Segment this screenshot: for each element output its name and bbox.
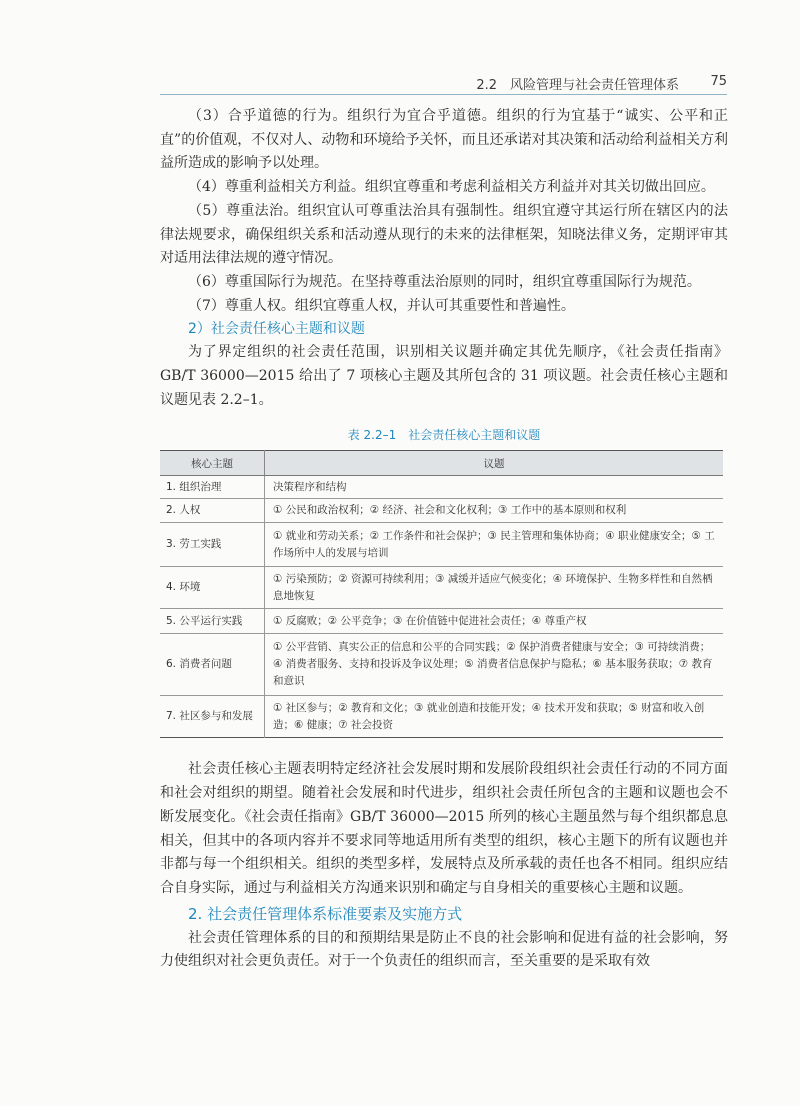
page-number: 75: [710, 74, 727, 89]
core-subject-cell: 1. 组织治理: [160, 476, 265, 499]
header-core-subject: 核心主题: [160, 451, 265, 476]
table-row: [160, 567, 723, 609]
table-row: [160, 523, 723, 567]
table-row: [160, 696, 723, 738]
table-header-row: [160, 451, 723, 476]
principle-7: （7）尊重人权。组织宜尊重人权，并认可其重要性和普遍性。: [188, 297, 575, 314]
issues-cell: ① 社区参与；② 教育和文化；③ 就业创造和技能开发；④ 技术开发和获取；⑤ 财富和收入创造；⑥ 健康；⑦ 社会投资: [273, 701, 705, 731]
issues-cell: ① 反腐败；② 公平竞争；③ 在价值链中促进社会责任；④ 尊重产权: [265, 609, 724, 634]
issues-cell: 决策程序和结构: [265, 476, 724, 499]
core-subjects-table: [160, 450, 723, 738]
header-title: 2.2 风险管理与社会责任管理体系: [476, 78, 679, 93]
intro-paragraph: 为了界定组织的社会责任范围，识别相关议题并确定其优先顺序，《社会责任指南》GB/T 36000—2015 给出了 7 项核心主题及其所包含的 31 项议题。社会责任核心主题和议题见表 2.2–1。: [160, 344, 728, 408]
table-caption: 表 2.2–1 社会责任核心主题和议题: [347, 428, 541, 443]
subheading: 2）社会责任核心主题和议题: [188, 321, 365, 338]
principle-6: （6）尊重国际行为规范。在坚持尊重法治原则的同时，组织宜尊重国际行为规范。: [188, 273, 701, 290]
core-subject-cell: 5. 公平运行实践: [160, 609, 265, 634]
page-body: [160, 105, 728, 974]
core-subject-cell: 3. 劳工实践: [160, 523, 265, 567]
core-subject-cell: 6. 消费者问题: [160, 634, 265, 696]
table-row: [160, 476, 723, 499]
principle-5: （5）尊重法治。组织宜认可尊重法治具有强制性。组织宜遵守其运行所在辖区内的法律法规要求，确保组织关系和活动遵从现行的未来的法律框架，知晓法律义务，定期评审其对适用法律法规的遵守情况。: [160, 202, 728, 267]
issues-cell: ① 公民和政治权利；② 经济、社会和文化权利；③ 工作中的基本原则和权利: [265, 499, 724, 523]
core-subject-cell: 2. 人权: [160, 499, 265, 523]
after-table-paragraph: 社会责任核心主题表明特定经济社会发展时期和发展阶段组织社会责任行动的不同方面和社会对组织的期望。随着社会发展和时代进步，组织社会责任所包含的主题和议题也会不断发展变化。《社会责任指南》GB/T 36000—2015 所列的核心主题虽然与每个组织都息息相关，但其中的各项内容并不要求同等地适用所有类型的组织，核心主题下的所有议题也并非都与每一个组织相关。组织的类型多样，发展特点及所承载的责任也各不相同。组织应结合自身实际，通过与利益相关方沟通来识别和确定与自身相关的重要核心主题和议题。: [160, 761, 728, 896]
section-heading: 2. 社会责任管理体系标准要素及实施方式: [188, 904, 463, 923]
final-paragraph: 社会责任管理体系的目的和预期结果是防止不良的社会影响和促进有益的社会影响，努力使组织对社会更负责任。对于一个负责任的组织而言，至关重要的是采取有效: [160, 929, 728, 970]
core-subject-cell: 4. 环境: [160, 567, 265, 609]
issues-cell: ① 就业和劳动关系；② 工作条件和社会保护；③ 民主管理和集体协商；④ 职业健康安全；⑤ 工作场所中人的发展与培训: [265, 523, 724, 567]
table-row: [160, 634, 723, 696]
core-subject-cell: 7. 社区参与和发展: [160, 696, 265, 738]
issues-cell: ① 污染预防；② 资源可持续利用；③ 减缓并适应气候变化；④ 环境保护、生物多样性和自然栖息地恢复: [265, 567, 724, 609]
table-row: [160, 609, 723, 634]
table-row: [160, 499, 723, 523]
principle-3: （3）合乎道德的行为。组织行为宜合乎道德。组织的行为宜基于“诚实、公平和正直”的价值观，不仅对人、动物和环境给予关怀，而且还承诺对其决策和活动给利益相关方利益所造成的影响予以处理。: [160, 108, 728, 172]
running-header: [160, 72, 727, 95]
issues-cell: ① 公平营销、真实公正的信息和公平的合同实践；② 保护消费者健康与安全；③ 可持续消费；④ 消费者服务、支持和投诉及争议处理；⑤ 消费者信息保护与隐私；⑥ 基本服务获取；⑦ 教育和意识: [265, 634, 724, 696]
principle-4: （4）尊重利益相关方利益。组织宜尊重和考虑利益相关方利益并对其关切做出回应。: [188, 179, 715, 196]
header-issues: 议题: [265, 451, 724, 476]
